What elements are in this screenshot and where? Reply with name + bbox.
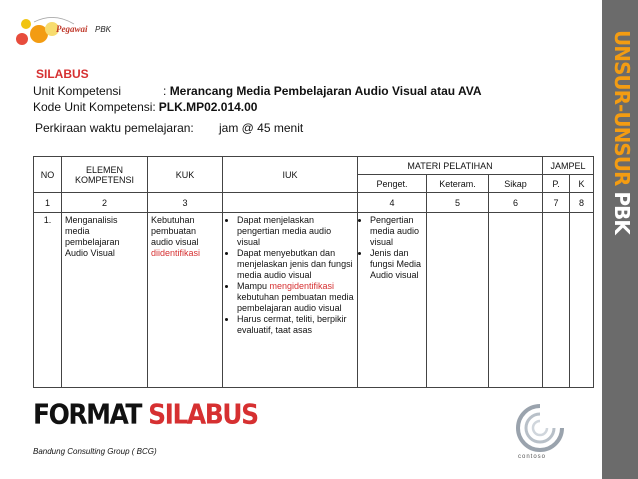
sidebar-title xyxy=(606,30,634,234)
penget-list xyxy=(361,215,423,281)
right-sidebar xyxy=(602,0,638,479)
sidebar-title-part2: PBK xyxy=(610,191,634,234)
row-p xyxy=(543,213,570,388)
column-number: 7 xyxy=(543,193,570,213)
header-kuk: KUK xyxy=(148,157,223,193)
kode-unit-line xyxy=(33,100,257,114)
row-no: 1. xyxy=(34,213,62,388)
silabus-table-wrap xyxy=(33,156,593,388)
perkiraan-label: Perkiraan waktu pemelajaran: xyxy=(35,121,194,135)
header-p: P. xyxy=(543,175,570,193)
penget-item: • Pengertian media audio visual xyxy=(370,215,423,248)
kode-unit-sep: : xyxy=(152,100,156,114)
perkiraan-line xyxy=(35,121,303,135)
table-row xyxy=(34,213,594,388)
column-number: 1 xyxy=(34,193,62,213)
kode-unit-label: Kode Unit Kompetensi xyxy=(33,100,153,114)
kuk-red-text: diidentifikasi xyxy=(151,248,201,258)
iuk3-post: kebutuhan pembuatan media pembelajaran audio visual xyxy=(237,292,354,313)
iuk-item: • Dapat menyebutkan dan menjelaskan jenis dan fungsi media audio visual xyxy=(237,248,354,281)
row-kuk xyxy=(148,213,223,388)
column-number: 8 xyxy=(570,193,594,213)
iuk3-pre: Mampu xyxy=(237,281,270,291)
column-number xyxy=(223,193,358,213)
kuk-text: Kebutuhan pembuatan audio visual xyxy=(151,215,199,247)
kode-unit-value: PLK.MP02.014.00 xyxy=(158,100,258,114)
format-title-black: FORMAT xyxy=(33,398,141,430)
unit-kompetensi-line xyxy=(33,84,482,98)
iuk3-red: mengidentifikasi xyxy=(269,281,335,291)
silabus-heading: SILABUS xyxy=(36,67,89,81)
unit-kompetensi-label: Unit Kompetensi xyxy=(33,84,122,98)
row-sikap xyxy=(489,213,543,388)
contoso-label: contoso xyxy=(518,454,547,460)
perkiraan-value: jam @ 45 menit xyxy=(219,121,304,135)
column-number: 5 xyxy=(427,193,489,213)
header-materi: MATERI PELATIHAN xyxy=(358,157,543,175)
iuk-list xyxy=(226,215,354,336)
silabus-table xyxy=(33,156,594,388)
column-number: 2 xyxy=(62,193,148,213)
row-keteram xyxy=(427,213,489,388)
header-sikap: Sikap xyxy=(489,175,543,193)
sidebar-title-part1: UNSUR-UNSUR xyxy=(610,30,634,186)
logo-pbk-text: PBK xyxy=(95,25,112,34)
penget-item: • Jenis dan fungsi Media Audio visual xyxy=(370,248,423,281)
format-silabus-title xyxy=(33,398,258,430)
iuk-item: • Harus cermat, teliti, berpikir evaluatif, taat asas xyxy=(237,314,354,336)
header-iuk: IUK xyxy=(223,157,358,193)
iuk-item xyxy=(237,281,354,314)
header-k: K xyxy=(570,175,594,193)
column-number: 6 xyxy=(489,193,543,213)
column-number: 3 xyxy=(148,193,223,213)
header-no: NO xyxy=(34,157,62,193)
row-iuk xyxy=(223,213,358,388)
unit-kompetensi-sep: : xyxy=(163,84,167,98)
iuk-item: • Dapat menjelaskan pengertian media audio visual xyxy=(237,215,354,248)
header-penget: Penget. xyxy=(358,175,427,193)
contoso-logo-icon xyxy=(514,402,566,454)
row-elemen: Menganalisis media pembelajaran Audio Visual xyxy=(62,213,148,388)
header-jampel: JAMPEL xyxy=(543,157,594,175)
format-title-red: SILABUS xyxy=(148,398,258,430)
row-penget xyxy=(358,213,427,388)
unit-kompetensi-value: Merancang Media Pembelajaran Audio Visual atau AVA xyxy=(169,84,482,98)
header-keteram: Keteram. xyxy=(427,175,489,193)
column-number-row xyxy=(34,193,594,213)
footer-text: Bandung Consulting Group ( BCG) xyxy=(33,447,157,456)
column-number: 4 xyxy=(358,193,427,213)
logo-script-text: Pegawai xyxy=(56,24,88,34)
header-elemen: ELEMEN KOMPETENSI xyxy=(62,157,148,193)
row-k xyxy=(570,213,594,388)
